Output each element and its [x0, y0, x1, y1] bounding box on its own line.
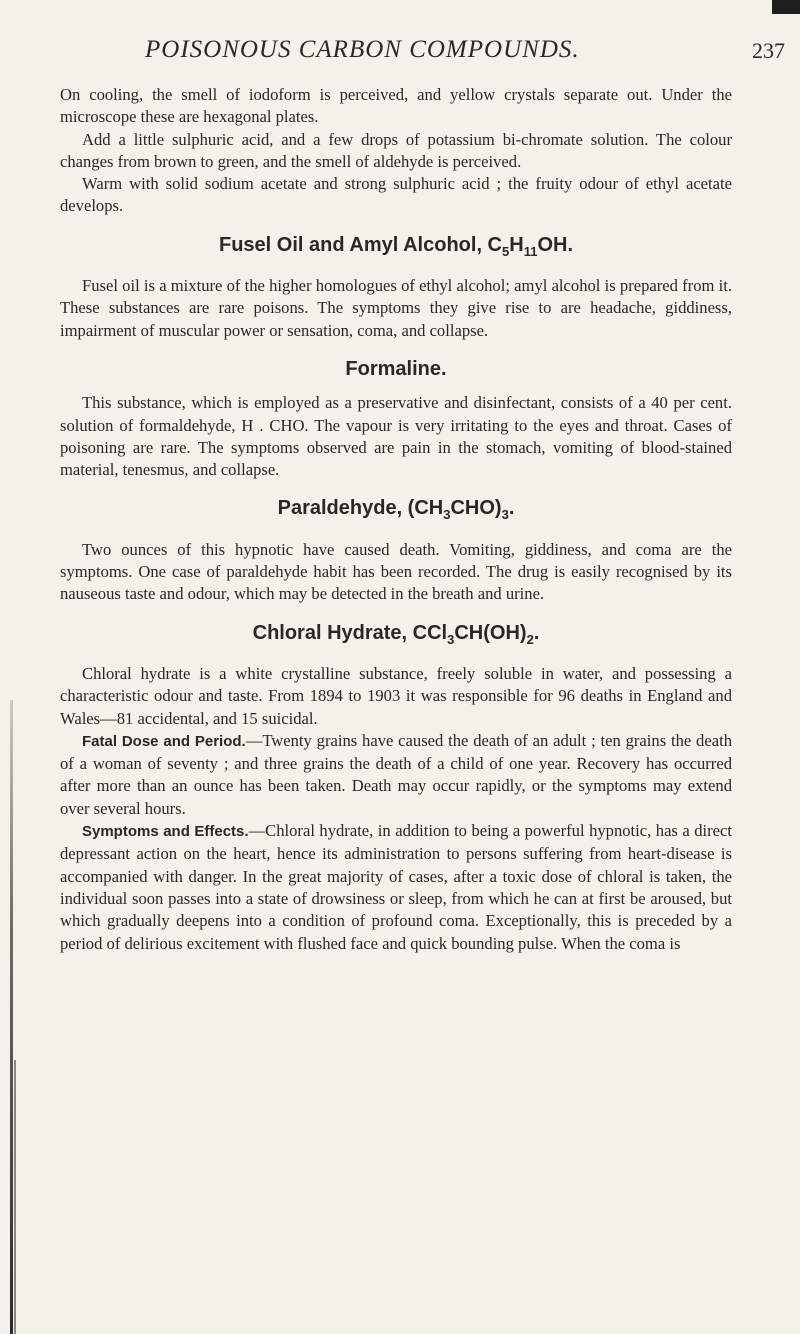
paraldehyde-paragraph: Two ounces of this hypnotic have caused death. Vomiting, giddiness, and coma are the symptoms. One case of paraldehyde habit has been recorded. The drug is easily recognised by its nauseous taste and odour, which may be detected in the breath and urine.	[60, 539, 732, 604]
chloral-hydrate-heading: Chloral Hydrate, $CCl_3CH(OH)_2$.	[252, 621, 540, 647]
fusel-oil-heading: Fusel Oil and Amyl Alcohol, $C_5H_{11}OH$.	[219, 233, 573, 259]
running-head: POISONOUS CARBON COMPOUNDS.	[145, 36, 580, 63]
page-body	[60, 84, 732, 955]
fatal-dose-text: —Twenty grains have caused the death of an adult ; ten grains the death of a woman of seventy ; and three grains the death of a child of one year. Recovery has occurred after more than an ounce has been taken. Death may occur rapidly, or the symptoms may extend over several hours.	[60, 730, 732, 818]
formaline-paragraph: This substance, which is employed as a preservative and disinfectant, consists of a 40 per cent. solution of formaldehyde, H . CHO. The vapour is very irritating to the eyes and throat. Cases of poisoning are rare. The symptoms observed are pain in the stomach, vomiting of blood-stained material, tenesmus, and collapse.	[60, 393, 732, 480]
formaline-heading: Formaline.	[345, 357, 447, 380]
intro-paragraph-1: On cooling, the smell of iodoform is perceived, and yellow crystals separate out. Under the microscope these are hexagonal plates.	[60, 85, 732, 127]
chloral-fatal-dose-paragraph	[60, 730, 732, 820]
page-number: 237	[752, 38, 785, 63]
symptoms-text: —Chloral hydrate, in addition to being a powerful hypnotic, has a direct depressant action on the heart, hence its administration to persons suffering from heart-disease is accompanied with danger. In the great majority of cases, after a toxic dose of chloral is taken, the individual soon passes into a state of drowsiness or sleep, from which he can at first be aroused, but which gradually deepens into a condition of profound coma. Exceptionally, this is preceded by a period of delirious excitement with flushed face and quick bounding pulse. When the coma is	[60, 821, 733, 953]
binding-shadow	[10, 700, 13, 1334]
chloral-paragraph-1: Chloral hydrate is a white crystalline substance, freely soluble in water, and possessing a characteristic odour and taste. From 1894 to 1903 it was responsible for 96 deaths in England and Wales—81 accidental, and 15 suicidal.	[60, 663, 732, 728]
chloral-symptoms-paragraph	[60, 820, 732, 955]
paraldehyde-heading: Paraldehyde, $(CH_3CHO)_3$.	[277, 497, 515, 523]
page-corner-mark	[772, 0, 800, 14]
binding-shadow-line	[14, 1060, 16, 1334]
fusel-oil-paragraph: Fusel oil is a mixture of the higher homologues of ethyl alcohol; amyl alcohol is prepared from it. These substances are rare poisons. The symptoms they give rise to are headache, giddiness, impairment of muscular power or sensation, coma, and collapse.	[60, 276, 732, 340]
intro-paragraph-2: Add a little sulphuric acid, and a few drops of potassium bi-chromate solution. The colour changes from brown to green, and the smell of aldehyde is perceived.	[60, 129, 732, 171]
intro-paragraph-3: Warm with solid sodium acetate and strong sulphuric acid ; the fruity odour of ethyl acetate develops.	[60, 174, 732, 216]
page-header	[0, 22, 800, 62]
fatal-dose-label: Fatal Dose and Period.	[82, 732, 246, 750]
symptoms-label: Symptoms and Effects.	[82, 823, 249, 841]
